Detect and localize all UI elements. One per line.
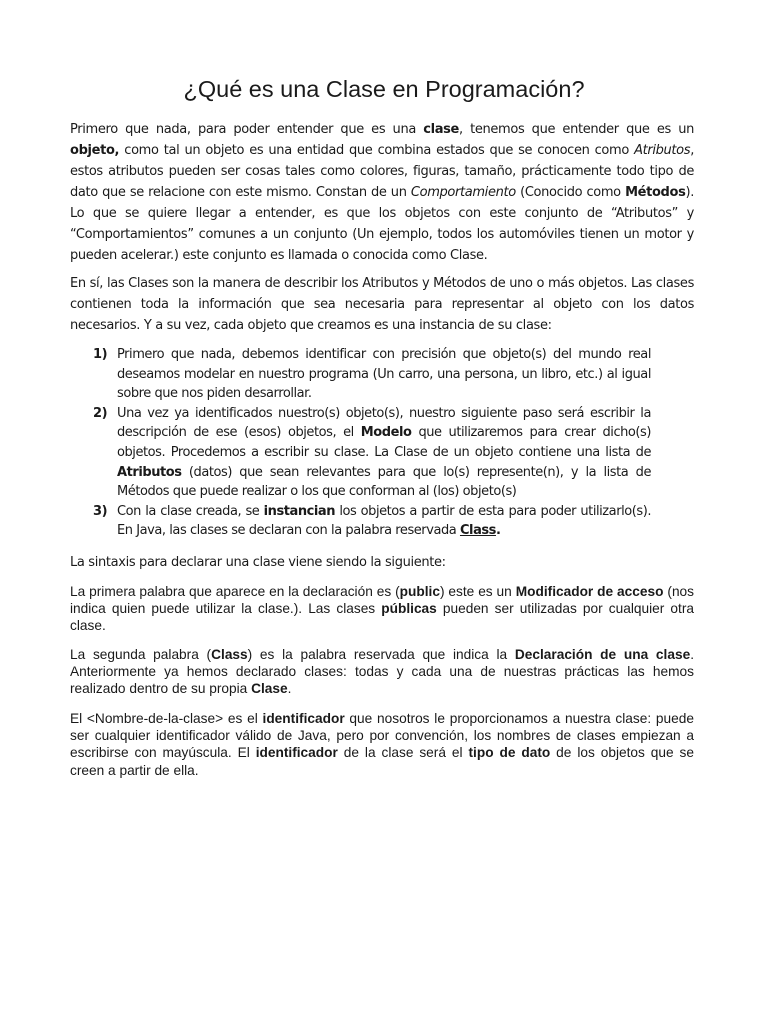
text: ) este es un	[439, 584, 516, 599]
text: de la clase será el	[337, 745, 469, 761]
italic-term: Comportamiento	[410, 185, 516, 200]
list-number: 3)	[93, 503, 108, 519]
bold-term: Métodos	[625, 185, 686, 200]
text: (nos indica quien puede utilizar la clase.). Las clases	[70, 584, 695, 617]
bold-term: Declaración de una clase	[514, 647, 691, 662]
bold-term: Modificador de acceso	[515, 584, 664, 599]
bold-term: identificador	[255, 745, 338, 761]
paragraph-class-keyword	[70, 646, 694, 698]
bold-term: públicas	[381, 601, 437, 617]
text: , tenemos que entender que es un	[459, 122, 695, 137]
paragraph-public	[70, 583, 694, 635]
text: , estos atributos pueden ser cosas tales como colores, figuras, tamaño, prácticamente todo tipo de dato que se relacione con este mismo. Constan de un	[70, 143, 694, 200]
text: (Conocido como	[515, 185, 626, 200]
text: pueden ser utilizadas por cualquier otra clase.	[70, 601, 694, 634]
steps-list	[93, 345, 651, 541]
text: .	[495, 523, 501, 539]
text: como tal un objeto es una entidad que combina estados que se conocen como	[119, 143, 635, 158]
text: los objetos a partir de esta para poder utilizarlo(s). En Java, las clases se declaran con la palabra reservada	[117, 503, 652, 539]
bold-term: Class	[211, 647, 248, 662]
bold-term: Modelo	[360, 425, 412, 441]
text: El <Nombre-de-la-clase> es el	[70, 711, 263, 726]
text: ) es la palabra reservada que indica la	[247, 647, 515, 662]
italic-term: Atributos	[634, 143, 691, 158]
bold-term: clase	[423, 122, 460, 137]
text: ). Lo que se quiere llegar a entender, es que los objetos con este conjunto de “Atributos” y “Comportamientos” comunes a un conjunto (Un ejemplo, todos los automóviles tienen un motor y pueden acelerar.) este conjunto es llamada o conocida como Clase.	[70, 185, 695, 263]
text: .	[287, 681, 292, 697]
list-number: 2)	[93, 405, 108, 421]
bold-term: public	[399, 584, 440, 599]
text: que utilizaremos para crear dicho(s) objetos. Procedemos a escribir su clase. La Clase de un objeto contiene una lista de	[117, 425, 651, 460]
paragraph-sintaxis: La sintaxis para declarar una clase viene siendo la siguiente:	[70, 555, 446, 570]
list-item	[93, 502, 651, 541]
list-item	[93, 404, 651, 502]
text: La segunda palabra (	[70, 647, 212, 662]
text: de los objetos que se creen a partir de ella.	[70, 745, 695, 778]
text: Con la clase creada, se	[117, 503, 264, 519]
bold-term: identificador	[262, 711, 345, 726]
text: La primera palabra que aparece en la declaración es (	[70, 584, 400, 599]
bold-term: Clase	[251, 681, 288, 697]
bold-term: instancian	[263, 503, 336, 519]
text: Una vez ya identificados nuestro(s) objeto(s), nuestro siguiente paso será escribir la descripción de ese (esos) objetos, el	[117, 405, 651, 441]
paragraph-clases: En sí, las Clases son la manera de describir los Atributos y Métodos de uno o más objetos. Las clases contienen toda la información que sea necesaria para representar al objeto con los datos necesarios. Y a su vez, cada objeto que creamos es una instancia de su clase:	[70, 276, 694, 333]
paragraph-identificador	[70, 710, 694, 779]
paragraph-intro	[70, 119, 694, 266]
text: Primero que nada, para poder entender que es una	[70, 122, 424, 137]
bold-term: objeto,	[70, 143, 120, 158]
bold-term: Atributos	[117, 464, 182, 480]
list-item-text: Primero que nada, debemos identificar con precisión que objeto(s) del mundo real deseamos modelar en nuestro programa (Un carro, una persona, un libro, etc.) al igual sobre que nos piden desarrollar.	[117, 347, 651, 402]
bold-term: tipo de dato	[468, 745, 551, 761]
list-item	[93, 345, 651, 404]
list-number: 1)	[93, 347, 108, 362]
underlined-term: Class	[459, 523, 496, 539]
text: . Anteriormente ya hemos declarado clases: todas y cada una de nuestras prácticas las hemos realizado dentro de su propia	[70, 647, 694, 697]
page-title: ¿Qué es una Clase en Programación?	[183, 76, 585, 102]
text: (datos) que sean relevantes para que lo(s) represente(n), y la lista de Métodos que puede realizar o los que conforman al (los) objeto(s)	[117, 464, 651, 500]
text: que nosotros le proporcionamos a nuestra clase: puede ser cualquier identificador válido de Java, pero por convención, los nombres de clases empiezan a escribirse con mayúscula. El	[70, 711, 694, 761]
